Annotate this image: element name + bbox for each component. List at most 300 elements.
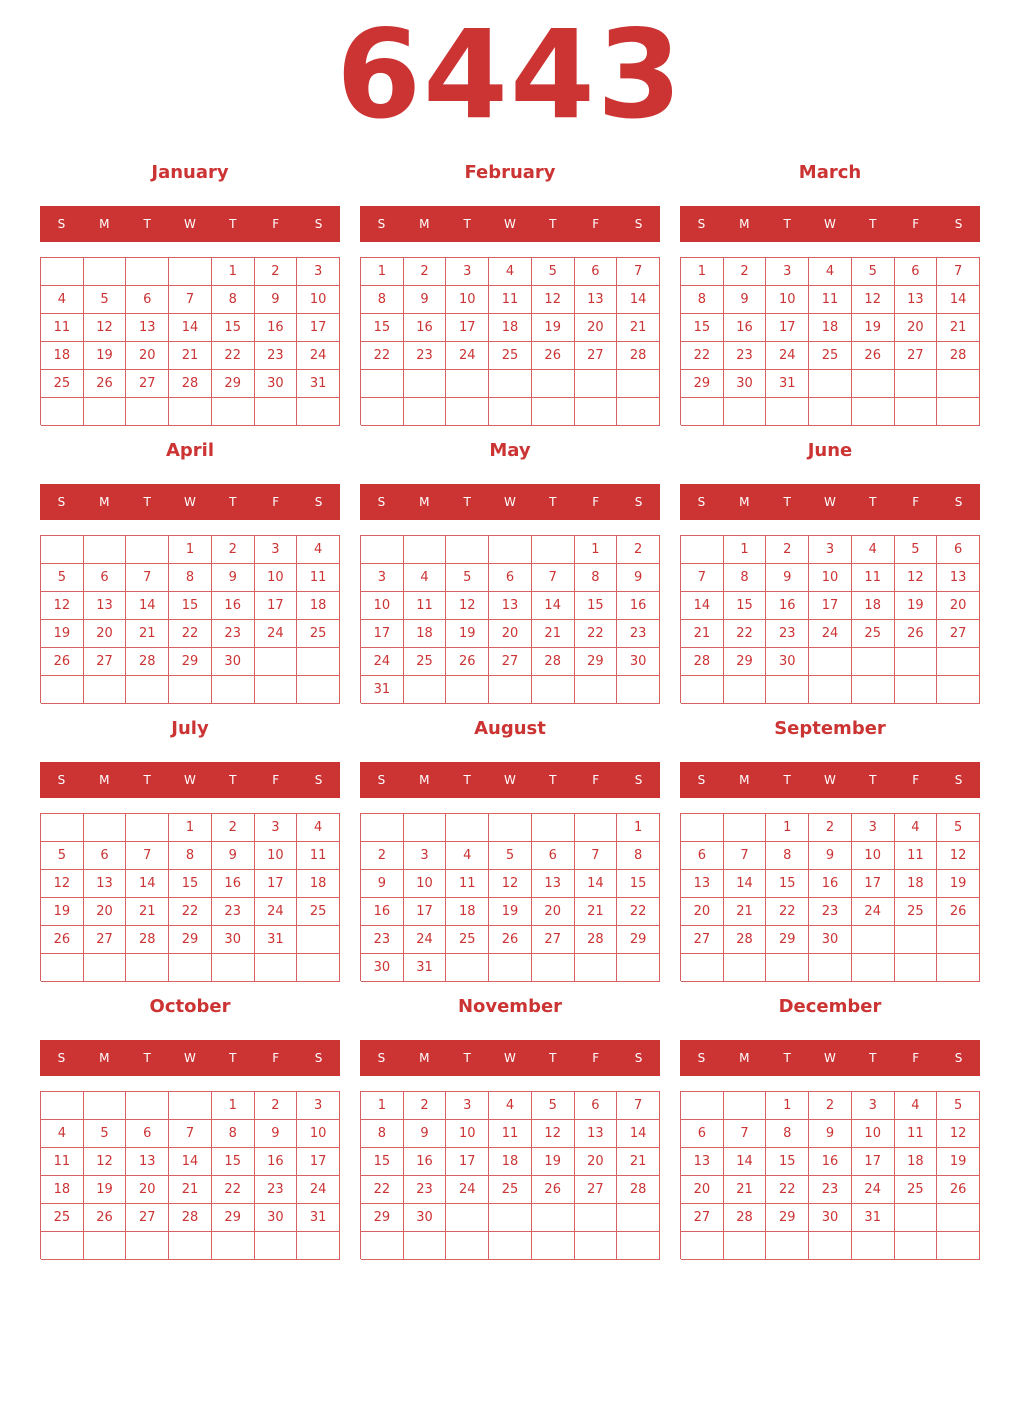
day-cell[interactable]: 24 bbox=[446, 1176, 489, 1204]
day-cell[interactable]: 20 bbox=[126, 342, 169, 370]
day-cell[interactable]: 8 bbox=[575, 564, 618, 592]
day-cell[interactable]: 10 bbox=[297, 286, 340, 314]
day-cell[interactable]: 17 bbox=[255, 592, 298, 620]
day-cell[interactable]: 12 bbox=[84, 1148, 127, 1176]
day-cell[interactable]: 5 bbox=[84, 286, 127, 314]
day-cell[interactable]: 18 bbox=[404, 620, 447, 648]
day-cell[interactable]: 14 bbox=[126, 870, 169, 898]
day-cell[interactable]: 10 bbox=[446, 1120, 489, 1148]
day-cell[interactable]: 3 bbox=[852, 814, 895, 842]
day-cell[interactable]: 4 bbox=[41, 286, 84, 314]
day-cell[interactable]: 26 bbox=[84, 370, 127, 398]
day-cell[interactable]: 13 bbox=[84, 870, 127, 898]
day-cell[interactable]: 16 bbox=[361, 898, 404, 926]
day-cell[interactable]: 11 bbox=[489, 286, 532, 314]
day-cell[interactable]: 19 bbox=[937, 870, 980, 898]
day-cell[interactable]: 30 bbox=[212, 926, 255, 954]
day-cell[interactable]: 10 bbox=[255, 842, 298, 870]
day-cell[interactable]: 22 bbox=[681, 342, 724, 370]
day-cell[interactable]: 27 bbox=[126, 370, 169, 398]
day-cell[interactable]: 18 bbox=[489, 1148, 532, 1176]
day-cell[interactable]: 23 bbox=[255, 342, 298, 370]
day-cell[interactable]: 9 bbox=[212, 564, 255, 592]
day-cell[interactable]: 24 bbox=[852, 1176, 895, 1204]
day-cell[interactable]: 27 bbox=[681, 1204, 724, 1232]
day-cell[interactable]: 24 bbox=[766, 342, 809, 370]
day-cell[interactable]: 17 bbox=[446, 314, 489, 342]
day-cell[interactable]: 26 bbox=[41, 648, 84, 676]
day-cell[interactable]: 9 bbox=[809, 1120, 852, 1148]
day-cell[interactable]: 12 bbox=[937, 842, 980, 870]
day-cell[interactable]: 18 bbox=[895, 870, 938, 898]
day-cell[interactable]: 23 bbox=[809, 1176, 852, 1204]
day-cell[interactable]: 25 bbox=[895, 898, 938, 926]
day-cell[interactable]: 5 bbox=[532, 1092, 575, 1120]
day-cell[interactable]: 3 bbox=[297, 258, 340, 286]
day-cell[interactable]: 24 bbox=[255, 620, 298, 648]
day-cell[interactable]: 23 bbox=[255, 1176, 298, 1204]
day-cell[interactable]: 11 bbox=[404, 592, 447, 620]
day-cell[interactable]: 9 bbox=[361, 870, 404, 898]
day-cell[interactable]: 3 bbox=[766, 258, 809, 286]
day-cell[interactable]: 30 bbox=[212, 648, 255, 676]
day-cell[interactable]: 23 bbox=[212, 898, 255, 926]
day-cell[interactable]: 6 bbox=[489, 564, 532, 592]
day-cell[interactable]: 7 bbox=[937, 258, 980, 286]
day-cell[interactable]: 24 bbox=[361, 648, 404, 676]
day-cell[interactable]: 22 bbox=[212, 342, 255, 370]
day-cell[interactable]: 15 bbox=[617, 870, 660, 898]
day-cell[interactable]: 9 bbox=[404, 286, 447, 314]
day-cell[interactable]: 12 bbox=[489, 870, 532, 898]
day-cell[interactable]: 6 bbox=[681, 842, 724, 870]
day-cell[interactable]: 14 bbox=[575, 870, 618, 898]
day-cell[interactable]: 30 bbox=[255, 370, 298, 398]
day-cell[interactable]: 22 bbox=[617, 898, 660, 926]
day-cell[interactable]: 21 bbox=[575, 898, 618, 926]
day-cell[interactable]: 7 bbox=[126, 564, 169, 592]
day-cell[interactable]: 16 bbox=[212, 592, 255, 620]
day-cell[interactable]: 18 bbox=[852, 592, 895, 620]
day-cell[interactable]: 19 bbox=[41, 898, 84, 926]
day-cell[interactable]: 19 bbox=[41, 620, 84, 648]
day-cell[interactable]: 26 bbox=[532, 342, 575, 370]
day-cell[interactable]: 6 bbox=[84, 564, 127, 592]
day-cell[interactable]: 31 bbox=[766, 370, 809, 398]
day-cell[interactable]: 20 bbox=[84, 620, 127, 648]
day-cell[interactable]: 19 bbox=[84, 1176, 127, 1204]
day-cell[interactable]: 8 bbox=[617, 842, 660, 870]
day-cell[interactable]: 2 bbox=[361, 842, 404, 870]
day-cell[interactable]: 25 bbox=[852, 620, 895, 648]
day-cell[interactable]: 5 bbox=[446, 564, 489, 592]
day-cell[interactable]: 29 bbox=[212, 370, 255, 398]
day-cell[interactable]: 13 bbox=[532, 870, 575, 898]
day-cell[interactable]: 29 bbox=[681, 370, 724, 398]
day-cell[interactable]: 15 bbox=[169, 592, 212, 620]
day-cell[interactable]: 14 bbox=[169, 314, 212, 342]
day-cell[interactable]: 15 bbox=[766, 1148, 809, 1176]
day-cell[interactable]: 9 bbox=[255, 286, 298, 314]
day-cell[interactable]: 29 bbox=[361, 1204, 404, 1232]
day-cell[interactable]: 21 bbox=[126, 898, 169, 926]
day-cell[interactable]: 25 bbox=[489, 1176, 532, 1204]
day-cell[interactable]: 12 bbox=[41, 592, 84, 620]
day-cell[interactable]: 7 bbox=[724, 1120, 767, 1148]
day-cell[interactable]: 11 bbox=[446, 870, 489, 898]
day-cell[interactable]: 21 bbox=[681, 620, 724, 648]
day-cell[interactable]: 16 bbox=[255, 1148, 298, 1176]
day-cell[interactable]: 14 bbox=[937, 286, 980, 314]
day-cell[interactable]: 1 bbox=[724, 536, 767, 564]
day-cell[interactable]: 20 bbox=[681, 1176, 724, 1204]
day-cell[interactable]: 29 bbox=[724, 648, 767, 676]
day-cell[interactable]: 22 bbox=[766, 1176, 809, 1204]
day-cell[interactable]: 28 bbox=[532, 648, 575, 676]
day-cell[interactable]: 26 bbox=[41, 926, 84, 954]
day-cell[interactable]: 30 bbox=[255, 1204, 298, 1232]
day-cell[interactable]: 13 bbox=[937, 564, 980, 592]
day-cell[interactable]: 22 bbox=[361, 342, 404, 370]
day-cell[interactable]: 27 bbox=[937, 620, 980, 648]
day-cell[interactable]: 15 bbox=[575, 592, 618, 620]
day-cell[interactable]: 19 bbox=[489, 898, 532, 926]
day-cell[interactable]: 16 bbox=[212, 870, 255, 898]
day-cell[interactable]: 30 bbox=[361, 954, 404, 982]
day-cell[interactable]: 16 bbox=[255, 314, 298, 342]
day-cell[interactable]: 2 bbox=[617, 536, 660, 564]
day-cell[interactable]: 21 bbox=[617, 314, 660, 342]
day-cell[interactable]: 8 bbox=[361, 1120, 404, 1148]
day-cell[interactable]: 3 bbox=[446, 1092, 489, 1120]
day-cell[interactable]: 20 bbox=[937, 592, 980, 620]
day-cell[interactable]: 2 bbox=[766, 536, 809, 564]
day-cell[interactable]: 4 bbox=[809, 258, 852, 286]
day-cell[interactable]: 27 bbox=[681, 926, 724, 954]
day-cell[interactable]: 14 bbox=[126, 592, 169, 620]
day-cell[interactable]: 13 bbox=[84, 592, 127, 620]
day-cell[interactable]: 13 bbox=[681, 1148, 724, 1176]
day-cell[interactable]: 14 bbox=[169, 1148, 212, 1176]
day-cell[interactable]: 22 bbox=[724, 620, 767, 648]
day-cell[interactable]: 15 bbox=[361, 314, 404, 342]
day-cell[interactable]: 2 bbox=[212, 814, 255, 842]
day-cell[interactable]: 19 bbox=[532, 1148, 575, 1176]
day-cell[interactable]: 28 bbox=[617, 1176, 660, 1204]
day-cell[interactable]: 25 bbox=[809, 342, 852, 370]
day-cell[interactable]: 10 bbox=[255, 564, 298, 592]
day-cell[interactable]: 7 bbox=[169, 1120, 212, 1148]
day-cell[interactable]: 30 bbox=[766, 648, 809, 676]
day-cell[interactable]: 28 bbox=[169, 1204, 212, 1232]
day-cell[interactable]: 26 bbox=[489, 926, 532, 954]
day-cell[interactable]: 24 bbox=[255, 898, 298, 926]
day-cell[interactable]: 2 bbox=[809, 1092, 852, 1120]
day-cell[interactable]: 7 bbox=[169, 286, 212, 314]
day-cell[interactable]: 6 bbox=[575, 1092, 618, 1120]
day-cell[interactable]: 7 bbox=[575, 842, 618, 870]
day-cell[interactable]: 15 bbox=[681, 314, 724, 342]
day-cell[interactable]: 2 bbox=[212, 536, 255, 564]
day-cell[interactable]: 4 bbox=[489, 1092, 532, 1120]
day-cell[interactable]: 2 bbox=[404, 258, 447, 286]
day-cell[interactable]: 12 bbox=[532, 1120, 575, 1148]
day-cell[interactable]: 23 bbox=[212, 620, 255, 648]
day-cell[interactable]: 28 bbox=[126, 648, 169, 676]
day-cell[interactable]: 3 bbox=[446, 258, 489, 286]
day-cell[interactable]: 20 bbox=[489, 620, 532, 648]
day-cell[interactable]: 7 bbox=[724, 842, 767, 870]
day-cell[interactable]: 9 bbox=[404, 1120, 447, 1148]
day-cell[interactable]: 13 bbox=[489, 592, 532, 620]
day-cell[interactable]: 11 bbox=[489, 1120, 532, 1148]
day-cell[interactable]: 18 bbox=[41, 342, 84, 370]
day-cell[interactable]: 5 bbox=[937, 814, 980, 842]
day-cell[interactable]: 1 bbox=[575, 536, 618, 564]
day-cell[interactable]: 13 bbox=[575, 1120, 618, 1148]
day-cell[interactable]: 3 bbox=[297, 1092, 340, 1120]
day-cell[interactable]: 31 bbox=[297, 1204, 340, 1232]
day-cell[interactable]: 17 bbox=[297, 314, 340, 342]
day-cell[interactable]: 8 bbox=[766, 1120, 809, 1148]
day-cell[interactable]: 16 bbox=[809, 870, 852, 898]
day-cell[interactable]: 5 bbox=[852, 258, 895, 286]
day-cell[interactable]: 25 bbox=[297, 620, 340, 648]
day-cell[interactable]: 29 bbox=[169, 926, 212, 954]
day-cell[interactable]: 27 bbox=[532, 926, 575, 954]
day-cell[interactable]: 25 bbox=[404, 648, 447, 676]
day-cell[interactable]: 7 bbox=[681, 564, 724, 592]
day-cell[interactable]: 23 bbox=[361, 926, 404, 954]
day-cell[interactable]: 7 bbox=[126, 842, 169, 870]
day-cell[interactable]: 23 bbox=[404, 1176, 447, 1204]
day-cell[interactable]: 1 bbox=[361, 258, 404, 286]
day-cell[interactable]: 7 bbox=[617, 1092, 660, 1120]
day-cell[interactable]: 15 bbox=[361, 1148, 404, 1176]
day-cell[interactable]: 4 bbox=[489, 258, 532, 286]
day-cell[interactable]: 19 bbox=[937, 1148, 980, 1176]
day-cell[interactable]: 2 bbox=[809, 814, 852, 842]
day-cell[interactable]: 17 bbox=[809, 592, 852, 620]
day-cell[interactable]: 10 bbox=[297, 1120, 340, 1148]
day-cell[interactable]: 12 bbox=[446, 592, 489, 620]
day-cell[interactable]: 31 bbox=[852, 1204, 895, 1232]
day-cell[interactable]: 27 bbox=[489, 648, 532, 676]
day-cell[interactable]: 19 bbox=[84, 342, 127, 370]
day-cell[interactable]: 20 bbox=[575, 314, 618, 342]
day-cell[interactable]: 8 bbox=[212, 1120, 255, 1148]
day-cell[interactable]: 1 bbox=[212, 1092, 255, 1120]
day-cell[interactable]: 7 bbox=[532, 564, 575, 592]
day-cell[interactable]: 17 bbox=[404, 898, 447, 926]
day-cell[interactable]: 18 bbox=[41, 1176, 84, 1204]
day-cell[interactable]: 17 bbox=[361, 620, 404, 648]
day-cell[interactable]: 23 bbox=[617, 620, 660, 648]
day-cell[interactable]: 28 bbox=[575, 926, 618, 954]
day-cell[interactable]: 24 bbox=[809, 620, 852, 648]
day-cell[interactable]: 2 bbox=[404, 1092, 447, 1120]
day-cell[interactable]: 31 bbox=[361, 676, 404, 704]
day-cell[interactable]: 26 bbox=[84, 1204, 127, 1232]
day-cell[interactable]: 4 bbox=[895, 814, 938, 842]
day-cell[interactable]: 6 bbox=[895, 258, 938, 286]
day-cell[interactable]: 30 bbox=[404, 1204, 447, 1232]
day-cell[interactable]: 19 bbox=[446, 620, 489, 648]
day-cell[interactable]: 27 bbox=[84, 926, 127, 954]
day-cell[interactable]: 4 bbox=[895, 1092, 938, 1120]
day-cell[interactable]: 22 bbox=[575, 620, 618, 648]
day-cell[interactable]: 25 bbox=[446, 926, 489, 954]
day-cell[interactable]: 12 bbox=[84, 314, 127, 342]
day-cell[interactable]: 31 bbox=[404, 954, 447, 982]
day-cell[interactable]: 22 bbox=[766, 898, 809, 926]
day-cell[interactable]: 21 bbox=[724, 1176, 767, 1204]
day-cell[interactable]: 19 bbox=[532, 314, 575, 342]
day-cell[interactable]: 14 bbox=[532, 592, 575, 620]
day-cell[interactable]: 21 bbox=[617, 1148, 660, 1176]
day-cell[interactable]: 28 bbox=[724, 1204, 767, 1232]
day-cell[interactable]: 20 bbox=[681, 898, 724, 926]
day-cell[interactable]: 11 bbox=[809, 286, 852, 314]
day-cell[interactable]: 1 bbox=[766, 814, 809, 842]
day-cell[interactable]: 1 bbox=[617, 814, 660, 842]
day-cell[interactable]: 9 bbox=[212, 842, 255, 870]
day-cell[interactable]: 5 bbox=[41, 564, 84, 592]
day-cell[interactable]: 29 bbox=[169, 648, 212, 676]
day-cell[interactable]: 26 bbox=[852, 342, 895, 370]
day-cell[interactable]: 17 bbox=[297, 1148, 340, 1176]
day-cell[interactable]: 29 bbox=[766, 926, 809, 954]
day-cell[interactable]: 17 bbox=[766, 314, 809, 342]
day-cell[interactable]: 23 bbox=[766, 620, 809, 648]
day-cell[interactable]: 12 bbox=[937, 1120, 980, 1148]
day-cell[interactable]: 9 bbox=[617, 564, 660, 592]
day-cell[interactable]: 5 bbox=[41, 842, 84, 870]
day-cell[interactable]: 10 bbox=[809, 564, 852, 592]
day-cell[interactable]: 6 bbox=[532, 842, 575, 870]
day-cell[interactable]: 21 bbox=[724, 898, 767, 926]
day-cell[interactable]: 22 bbox=[361, 1176, 404, 1204]
day-cell[interactable]: 1 bbox=[212, 258, 255, 286]
day-cell[interactable]: 29 bbox=[212, 1204, 255, 1232]
day-cell[interactable]: 14 bbox=[724, 1148, 767, 1176]
day-cell[interactable]: 26 bbox=[895, 620, 938, 648]
day-cell[interactable]: 8 bbox=[681, 286, 724, 314]
day-cell[interactable]: 2 bbox=[255, 1092, 298, 1120]
day-cell[interactable]: 18 bbox=[297, 870, 340, 898]
day-cell[interactable]: 4 bbox=[297, 814, 340, 842]
day-cell[interactable]: 11 bbox=[297, 564, 340, 592]
day-cell[interactable]: 21 bbox=[937, 314, 980, 342]
day-cell[interactable]: 26 bbox=[532, 1176, 575, 1204]
day-cell[interactable]: 9 bbox=[809, 842, 852, 870]
day-cell[interactable]: 28 bbox=[126, 926, 169, 954]
day-cell[interactable]: 24 bbox=[297, 1176, 340, 1204]
day-cell[interactable]: 22 bbox=[212, 1176, 255, 1204]
day-cell[interactable]: 18 bbox=[297, 592, 340, 620]
day-cell[interactable]: 21 bbox=[532, 620, 575, 648]
day-cell[interactable]: 29 bbox=[575, 648, 618, 676]
day-cell[interactable]: 5 bbox=[895, 536, 938, 564]
day-cell[interactable]: 21 bbox=[169, 1176, 212, 1204]
day-cell[interactable]: 12 bbox=[41, 870, 84, 898]
day-cell[interactable]: 8 bbox=[212, 286, 255, 314]
day-cell[interactable]: 28 bbox=[617, 342, 660, 370]
day-cell[interactable]: 1 bbox=[361, 1092, 404, 1120]
day-cell[interactable]: 20 bbox=[895, 314, 938, 342]
day-cell[interactable]: 24 bbox=[446, 342, 489, 370]
day-cell[interactable]: 2 bbox=[724, 258, 767, 286]
day-cell[interactable]: 25 bbox=[489, 342, 532, 370]
day-cell[interactable]: 29 bbox=[766, 1204, 809, 1232]
day-cell[interactable]: 23 bbox=[724, 342, 767, 370]
day-cell[interactable]: 12 bbox=[852, 286, 895, 314]
day-cell[interactable]: 5 bbox=[489, 842, 532, 870]
day-cell[interactable]: 3 bbox=[852, 1092, 895, 1120]
day-cell[interactable]: 25 bbox=[41, 1204, 84, 1232]
day-cell[interactable]: 14 bbox=[617, 286, 660, 314]
day-cell[interactable]: 15 bbox=[212, 1148, 255, 1176]
day-cell[interactable]: 27 bbox=[575, 342, 618, 370]
day-cell[interactable]: 13 bbox=[575, 286, 618, 314]
day-cell[interactable]: 24 bbox=[297, 342, 340, 370]
day-cell[interactable]: 6 bbox=[126, 1120, 169, 1148]
day-cell[interactable]: 18 bbox=[895, 1148, 938, 1176]
day-cell[interactable]: 10 bbox=[852, 1120, 895, 1148]
day-cell[interactable]: 5 bbox=[532, 258, 575, 286]
day-cell[interactable]: 4 bbox=[446, 842, 489, 870]
day-cell[interactable]: 4 bbox=[297, 536, 340, 564]
day-cell[interactable]: 27 bbox=[575, 1176, 618, 1204]
day-cell[interactable]: 30 bbox=[724, 370, 767, 398]
day-cell[interactable]: 6 bbox=[937, 536, 980, 564]
day-cell[interactable]: 20 bbox=[84, 898, 127, 926]
day-cell[interactable]: 13 bbox=[126, 314, 169, 342]
day-cell[interactable]: 7 bbox=[617, 258, 660, 286]
day-cell[interactable]: 1 bbox=[169, 536, 212, 564]
day-cell[interactable]: 15 bbox=[766, 870, 809, 898]
day-cell[interactable]: 15 bbox=[169, 870, 212, 898]
day-cell[interactable]: 20 bbox=[575, 1148, 618, 1176]
day-cell[interactable]: 25 bbox=[895, 1176, 938, 1204]
day-cell[interactable]: 1 bbox=[169, 814, 212, 842]
day-cell[interactable]: 8 bbox=[724, 564, 767, 592]
day-cell[interactable]: 17 bbox=[255, 870, 298, 898]
day-cell[interactable]: 10 bbox=[852, 842, 895, 870]
day-cell[interactable]: 30 bbox=[809, 926, 852, 954]
day-cell[interactable]: 11 bbox=[895, 842, 938, 870]
day-cell[interactable]: 20 bbox=[532, 898, 575, 926]
day-cell[interactable]: 11 bbox=[41, 314, 84, 342]
day-cell[interactable]: 25 bbox=[41, 370, 84, 398]
day-cell[interactable]: 13 bbox=[126, 1148, 169, 1176]
day-cell[interactable]: 26 bbox=[937, 1176, 980, 1204]
day-cell[interactable]: 26 bbox=[937, 898, 980, 926]
day-cell[interactable]: 5 bbox=[84, 1120, 127, 1148]
day-cell[interactable]: 6 bbox=[126, 286, 169, 314]
day-cell[interactable]: 18 bbox=[446, 898, 489, 926]
day-cell[interactable]: 16 bbox=[766, 592, 809, 620]
day-cell[interactable]: 14 bbox=[617, 1120, 660, 1148]
day-cell[interactable]: 27 bbox=[84, 648, 127, 676]
day-cell[interactable]: 30 bbox=[809, 1204, 852, 1232]
day-cell[interactable]: 6 bbox=[84, 842, 127, 870]
day-cell[interactable]: 5 bbox=[937, 1092, 980, 1120]
day-cell[interactable]: 26 bbox=[446, 648, 489, 676]
day-cell[interactable]: 20 bbox=[126, 1176, 169, 1204]
day-cell[interactable]: 23 bbox=[809, 898, 852, 926]
day-cell[interactable]: 1 bbox=[766, 1092, 809, 1120]
